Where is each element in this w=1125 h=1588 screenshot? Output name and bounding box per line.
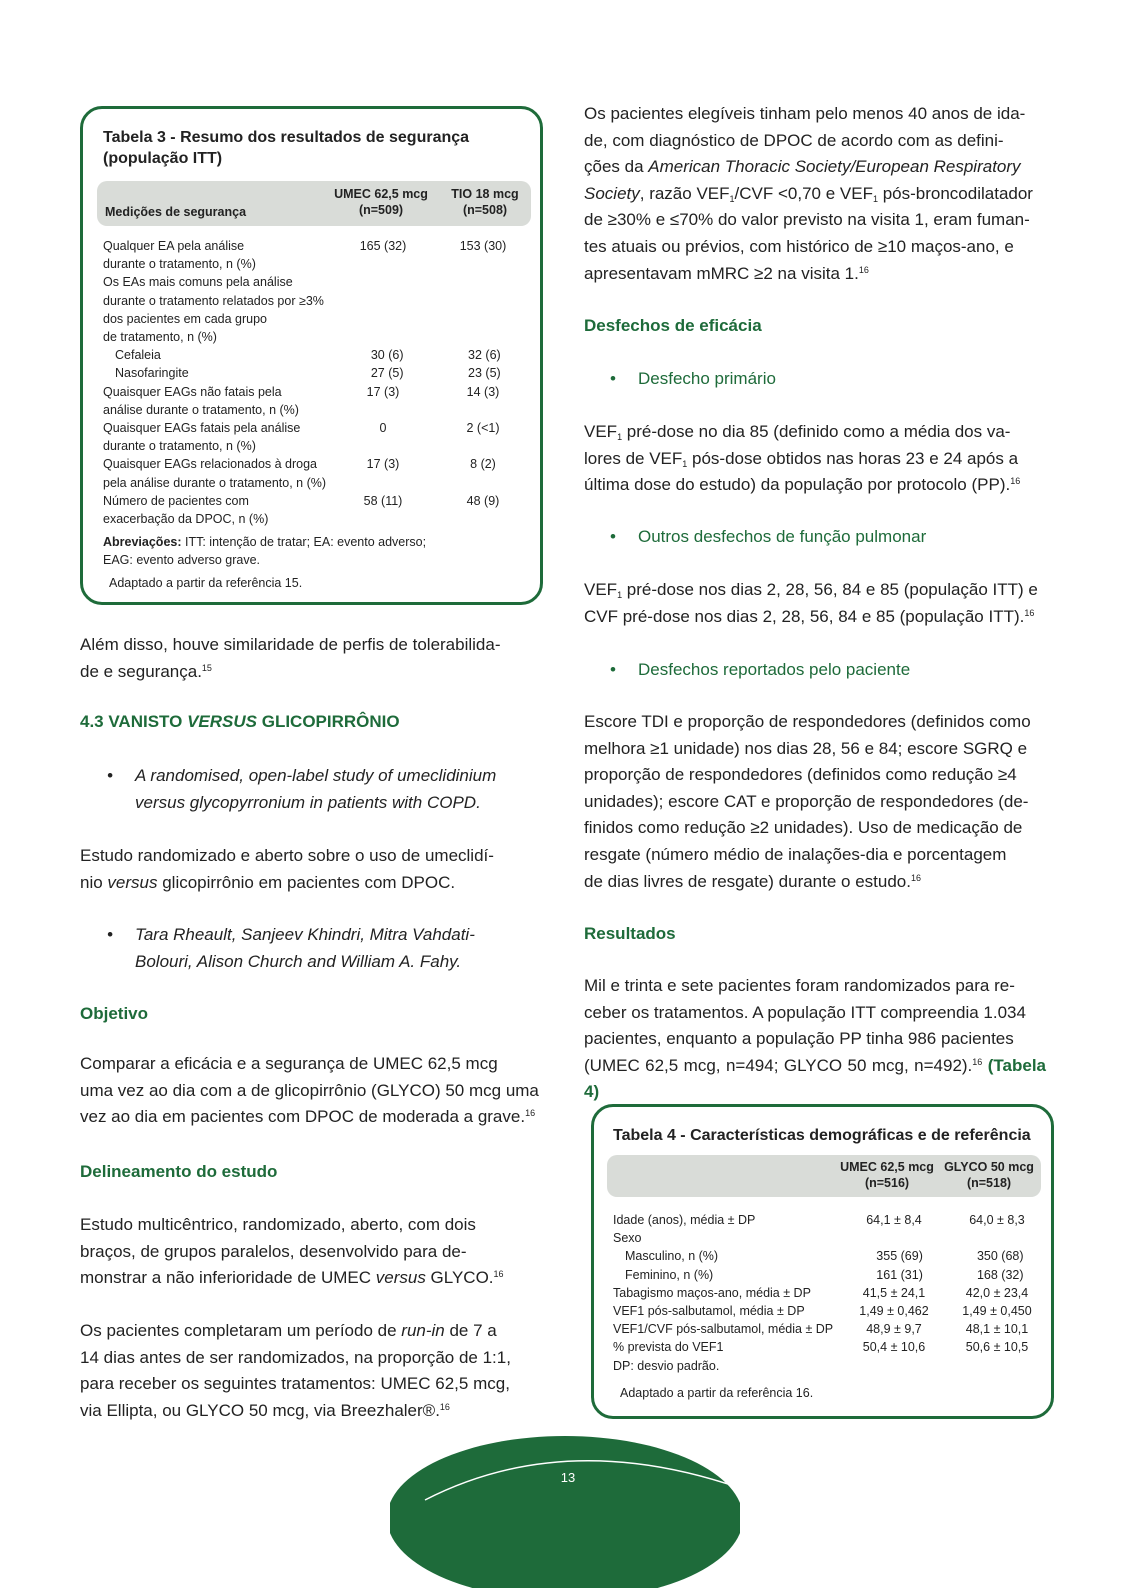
table3-abbreviations: Abreviações: ITT: intenção de tratar; EA: evento adverso; EAG: evento adverso grave. xyxy=(103,535,427,567)
table-row: VEF1 pós-salbutamol, média ± DP 1,49 ± 0,462 1,49 ± 0,450 xyxy=(613,1304,1032,1319)
table4-source: Adaptado a partir da referência 16. xyxy=(620,1386,814,1400)
table3-box xyxy=(80,106,543,605)
heading-desfechos: Desfechos de eficácia xyxy=(584,316,762,335)
table-row: Os EAs mais comuns pela análise xyxy=(103,275,293,290)
page-number: 13 xyxy=(560,1470,576,1485)
table-row: dos pacientes em cada grupo xyxy=(103,311,267,326)
table3-body xyxy=(103,237,533,528)
table4-note: DP: desvio padrão. xyxy=(613,1359,720,1373)
left-paragraph-5: Os pacientes completaram um período de run-in de 7 a 14 dias antes de ser randomizados, na proporção de 1:1, para receber os seguintes tratamentos: UMEC 62,5 mcg, via Ellipta, ou GLYCO 50 mcg, via Breezhaler®.$^{16}$ xyxy=(80,1321,511,1420)
table3-header-col2: TIO 18 mcg (n=508) xyxy=(451,187,519,217)
table-row: Cefaleia 30 (6) 32 (6) xyxy=(115,348,501,363)
table-row: Masculino, n (%) 355 (69) 350 (68) xyxy=(625,1249,1024,1264)
table4-title: Tabela 4 - Características demográficas e de referência xyxy=(613,1127,1031,1144)
table-row: durante o tratamento relatados por ≥3% xyxy=(103,293,324,308)
table-row: Quaisquer EAGs fatais pela análise 0 2 (<1) xyxy=(103,421,500,436)
table-row: pela análise durante o tratamento, n (%) xyxy=(103,475,327,490)
table4-header xyxy=(607,1155,1041,1197)
table-row: durante o tratamento, n (%) xyxy=(103,439,256,454)
table4-header-col2: GLYCO 50 mcg (n=518) xyxy=(944,1160,1034,1190)
left-paragraph-4: Estudo multicêntrico, randomizado, aberto, com dois braços, de grupos paralelos, desenvolvido para de- monstrar a não inferioridade de UMEC versus GLYCO.$^{16}$ xyxy=(80,1215,504,1288)
table-row: Feminino, n (%) 161 (31) 168 (32) xyxy=(625,1267,1024,1282)
table4-link[interactable]: (Tabela 4) xyxy=(584,1055,1047,1102)
section-heading-4-3: 4.3 VANISTO VERSUS GLICOPIRRÔNIO xyxy=(80,712,400,731)
right-paragraph-2: $VEF_1$ pré-dose no dia 85 (definido como a média dos va- lores de $VEF_1$ pós-dose obtidos nas horas 23 e 24 após a última dose do estudo) da população por protocolo (PP).$^{16}$ xyxy=(584,422,1021,495)
table-row: exacerbação da DPOC, n (%) xyxy=(103,512,269,527)
table-row: Tabagismo maços-ano, média ± DP 41,5 ± 24,1 42,0 ± 23,4 xyxy=(613,1285,1029,1300)
table-row: Quaisquer EAGs não fatais pela 17 (3) 14 (3) xyxy=(103,384,500,399)
bullet-authors: • Tara Rheault, Sanjeev Khindri, Mitra Vahdati- Bolouri, Alison Church and William A. Fahy. xyxy=(107,922,542,976)
heading-resultados: Resultados xyxy=(584,924,676,943)
footer-ellipse-decoration xyxy=(390,1418,740,1588)
bullet-dot-icon: • xyxy=(610,369,616,388)
table-row: VEF1/CVF pós-salbutamol, média ± DP 48,9 ± 9,7 48,1 ± 10,1 xyxy=(613,1322,1029,1337)
table-row: análise durante o tratamento, n (%) xyxy=(103,402,299,417)
right-paragraph-4: Escore TDI e proporção de respondedores (definidos como melhora ≥1 unidade) nos dias 28, 56 e 84; escore SGRQ e proporção de respondedores (definidos como redução ≥4 unidades); escore CAT e proporção de respondedores (de- finidos como redução ≥2 unidades). Uso de medicação de resgate (número médio de inalações-dia e porcentagem de dias livres de resgate) durante o estudo.$^{16}$ xyxy=(584,712,1031,891)
table3-source: Adaptado a partir da referência 15. xyxy=(109,576,303,590)
table-row: Sexo xyxy=(613,1231,642,1246)
left-paragraph-1: Além disso, houve similaridade de perfis de tolerabilida- de e segurança.$^{15}$ xyxy=(80,635,501,681)
bullet-dot-icon: • xyxy=(107,766,113,785)
right-paragraph-5: Mil e trinta e sete pacientes foram randomizados para re- ceber os tratamentos. A população ITT compreendia 1.034 pacientes, enquanto a população PP tinha 986 pacientes (UMEC 62,5 mcg, n=494; GLYCO 50 mcg, n=492).$^{16}$ (Tabela 4) xyxy=(584,976,1047,1102)
table4-body xyxy=(613,1211,1053,1357)
table3-header-col0: Medições de segurança xyxy=(105,205,247,219)
bullet-desfechos-reportados: • Desfechos reportados pelo paciente xyxy=(610,657,1040,684)
bullet-outros-desfechos: • Outros desfechos de função pulmonar xyxy=(610,524,1040,551)
heading-delineamento: Delineamento do estudo xyxy=(80,1162,278,1181)
right-paragraph-1: Os pacientes elegíveis tinham pelo menos 40 anos de ida- de, com diagnóstico de DPOC de acordo com as defini- ções da American Thoracic Society/European Respiratory Society, razão $VEF_1$/CVF <0,70 e $VEF_1$ pós-broncodilatador de ≥30% e ≤70% do valor previsto na visita 1, eram fuman- tes atuais ou prévios, com histórico de ≥10 maços-ano, e apresentavam mMRC ≥2 na visita 1.16 xyxy=(584,104,1033,283)
table-row: Número de pacientes com 58 (11) 48 (9) xyxy=(103,493,500,508)
table-row: de tratamento, n (%) xyxy=(103,330,217,345)
table-row: Quaisquer EAGs relacionados à droga 17 (3) 8 (2) xyxy=(103,457,496,472)
table-row: durante o tratamento, n (%) xyxy=(103,257,256,272)
table4-header-col1: UMEC 62,5 mcg (n=516) xyxy=(840,1160,934,1190)
table-row: Idade (anos), média ± DP 64,1 ± 8,4 64,0 ± 8,3 xyxy=(613,1213,1025,1227)
table4-box xyxy=(591,1104,1054,1419)
bullet-desfecho-primario: • Desfecho primário xyxy=(610,366,1040,393)
table-row: % prevista do VEF1 50,4 ± 10,6 50,6 ± 10,5 xyxy=(613,1340,1029,1355)
table3-title: Tabela 3 - Resumo dos resultados de segurança (população ITT) xyxy=(103,129,470,167)
table3-header xyxy=(97,181,531,226)
bullet-dot-icon: • xyxy=(610,660,616,679)
table-row: Nasofaringite 27 (5) 23 (5) xyxy=(115,366,501,381)
left-paragraph-3: Comparar a eficácia e a segurança de UMEC 62,5 mcg uma vez ao dia com a de glicopirrônio (GLYCO) 50 mcg uma vez ao dia em pacientes com DPOC de moderada a grave.$^{16}$ xyxy=(80,1054,539,1127)
bullet-study-title: • A randomised, open-label study of umeclidinium versus glycopyrronium in patients with COPD. xyxy=(107,763,542,817)
bullet-dot-icon: • xyxy=(610,527,616,546)
bullet-dot-icon: • xyxy=(107,925,113,944)
heading-objetivo: Objetivo xyxy=(80,1004,149,1023)
left-paragraph-2: Estudo randomizado e aberto sobre o uso de umeclidí- nio versus glicopirrônio em pacientes com DPOC. xyxy=(80,846,494,892)
right-paragraph-3: $VEF_1$ pré-dose nos dias 2, 28, 56, 84 e 85 (população ITT) e CVF pré-dose nos dias 2, 28, 56, 84 e 85 (população ITT).$^{16}$ xyxy=(584,580,1038,626)
table-row: Qualquer EA pela análise 165 (32) 153 (30) xyxy=(103,239,507,253)
table3-header-col1: UMEC 62,5 mcg (n=509) xyxy=(334,187,428,217)
